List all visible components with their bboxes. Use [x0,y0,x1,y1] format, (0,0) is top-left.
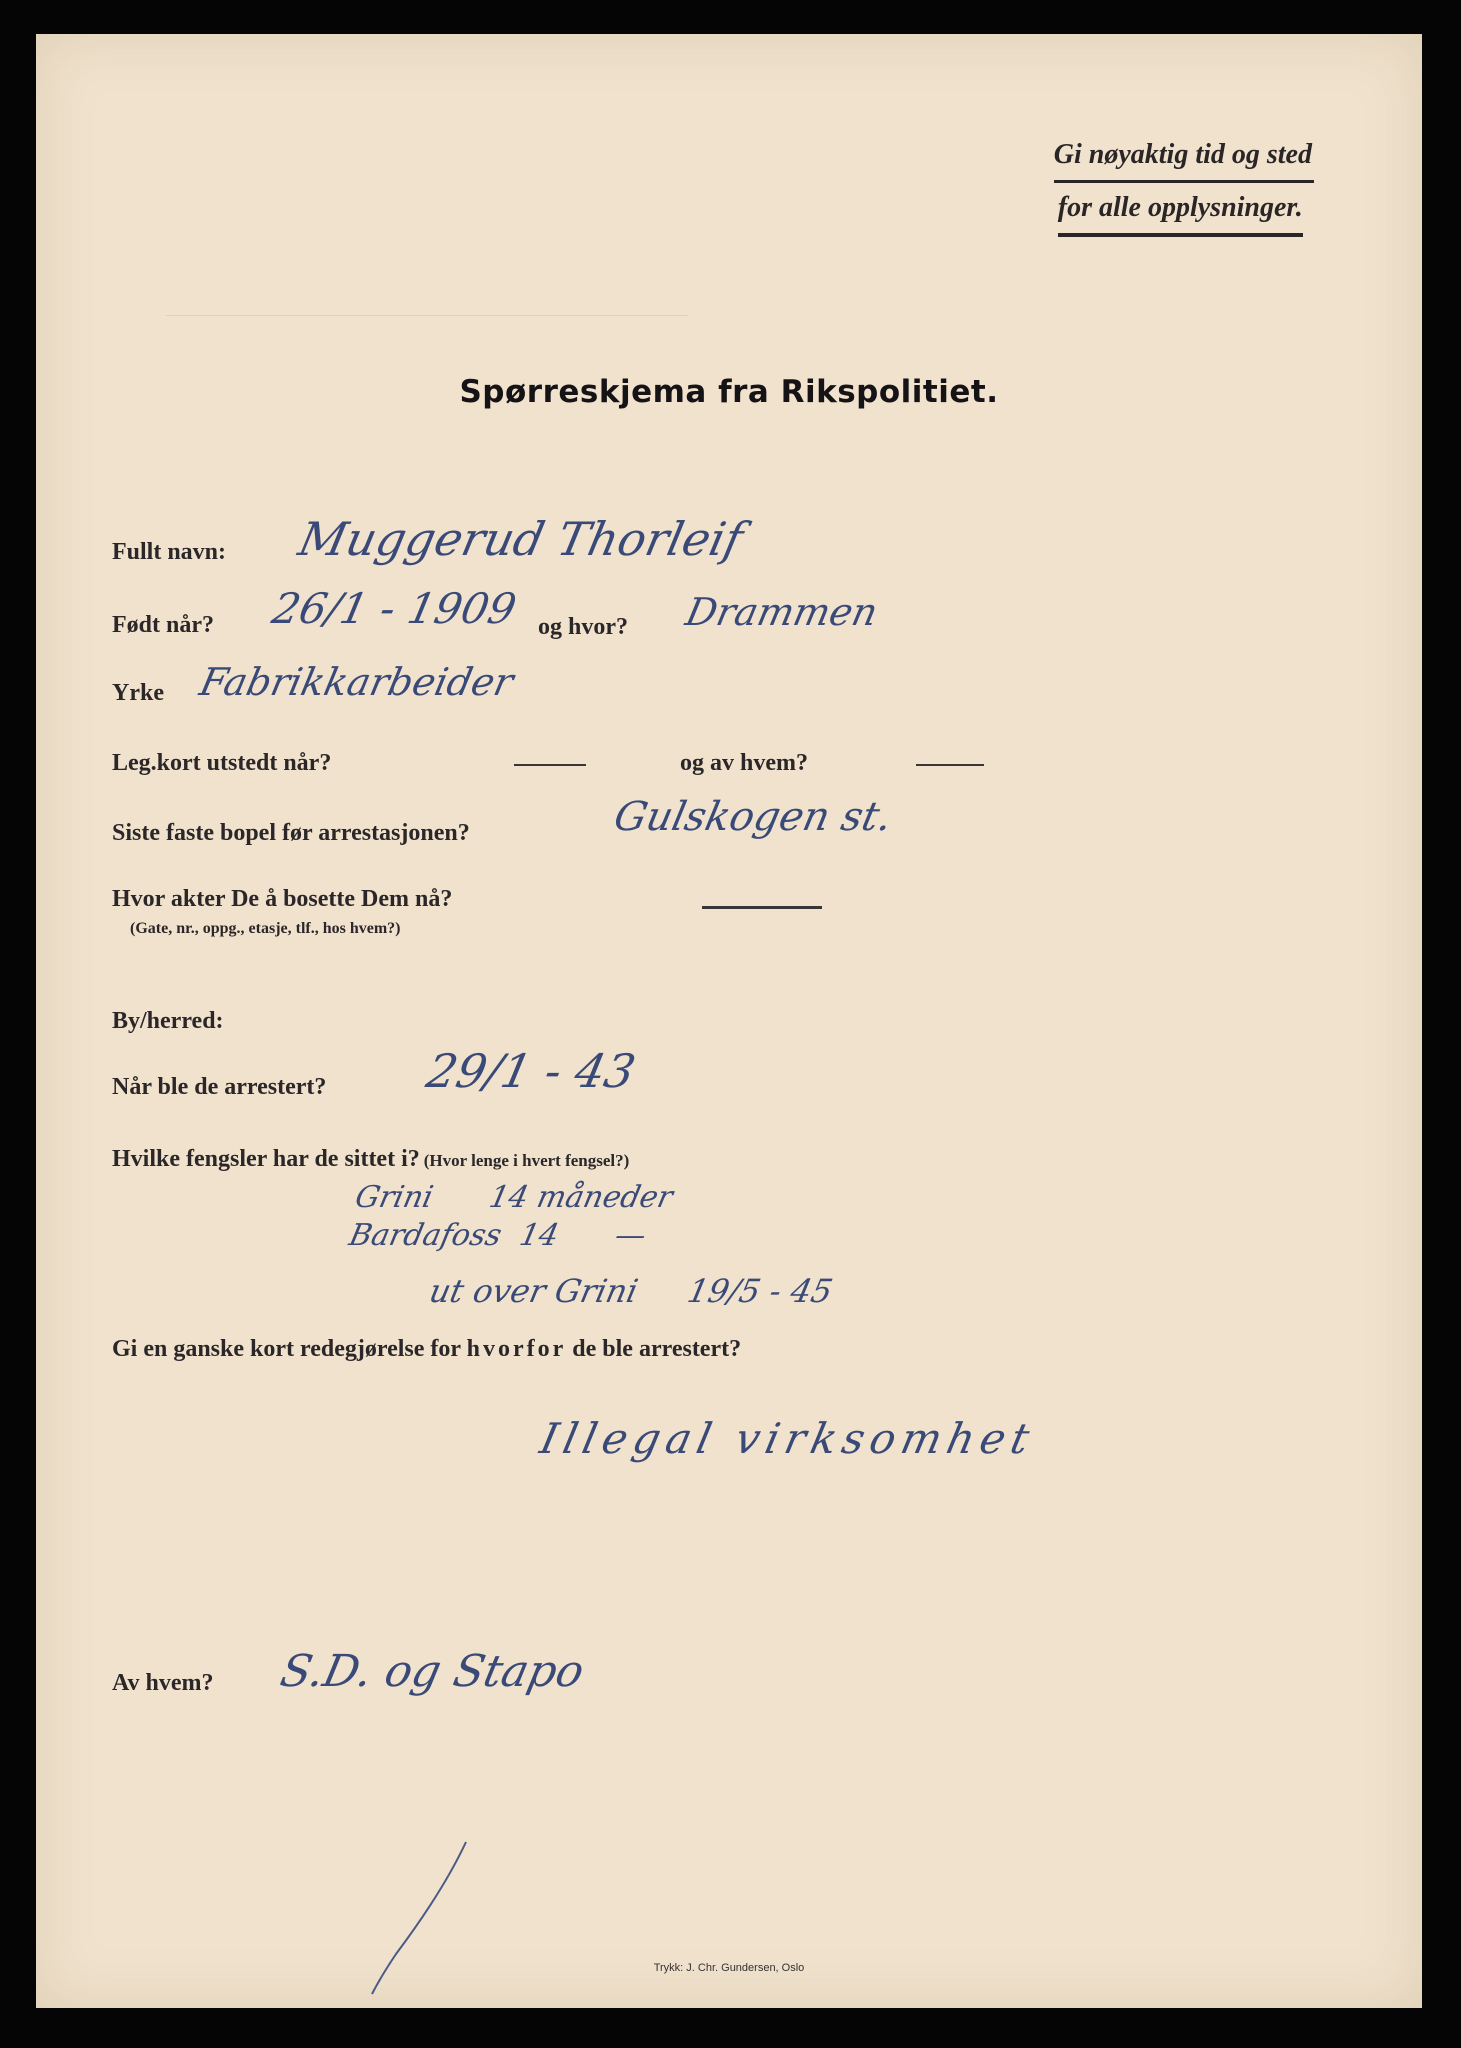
settle-dash [702,906,822,909]
arrested-by-value[interactable]: S.D. og Stapo [276,1646,589,1697]
prisons-hint: (Hvor lenge i hvert fengsel?) [423,1151,630,1170]
prison-release-note[interactable]: ut over Grini 19/5 - 45 [426,1272,836,1310]
last-address-label: Siste faste bopel før arrestasjonen? [112,820,470,846]
settle-label: Hvor akter De å bosette Dem nå? [112,886,453,912]
last-address-value[interactable]: Gulskogen st. [610,794,897,840]
prison-entry-grini[interactable]: Grini 14 måneder [352,1180,676,1215]
bleed-through-text: ————————————————————————————— [166,304,688,324]
legcard-by-label: og av hvem? [680,750,808,776]
prison-entry-bardafoss[interactable]: Bardafoss 14 — [346,1218,650,1253]
reason-label-emph: hvorfor [466,1336,567,1362]
arrested-when-label: Når ble de arrestert? [112,1074,327,1100]
settle-hint: (Gate, nr., oppg., etasje, tlf., hos hvem?) [130,920,401,937]
reason-label-pre: Gi en ganske kort redegjørelse for [112,1336,467,1362]
legcard-when-dash [514,764,586,766]
form-title: Spørreskjema fra Rikspolitiet. [459,374,999,410]
reason-label-post: de ble arrestert? [566,1336,742,1362]
born-where-label: og hvor? [538,614,628,640]
occupation-value[interactable]: Fabrikkarbeider [196,660,518,704]
legcard-when-label: Leg.kort utstedt når? [112,750,332,776]
legcard-by-dash [916,764,984,766]
full-name-value[interactable]: Muggerud Thorleif [294,512,748,566]
prisons-question [112,1146,629,1173]
form-paper [36,34,1422,2008]
header-note-line1: Gi nøyaktig tid og sted [1054,130,1314,183]
pen-stroke [356,1834,476,2004]
header-note-line2: for alle opplysninger. [1058,183,1303,237]
born-where-value[interactable]: Drammen [682,590,882,634]
prisons-label: Hvilke fengsler har de sittet i? [112,1146,420,1172]
town-label: By/herred: [112,1008,224,1034]
arrested-when-value[interactable]: 29/1 - 43 [422,1044,641,1098]
occupation-label: Yrke [112,680,164,706]
arrested-by-label: Av hvem? [112,1670,214,1696]
printer-imprint: Trykk: J. Chr. Gundersen, Oslo [653,1962,805,1974]
born-when-label: Født når? [112,612,214,638]
reason-question [112,1336,741,1363]
header-note [1054,130,1314,237]
reason-value[interactable]: Illegal virksomhet [536,1414,1040,1463]
born-when-value[interactable]: 26/1 - 1909 [268,584,521,633]
full-name-label: Fullt navn: [112,539,227,565]
